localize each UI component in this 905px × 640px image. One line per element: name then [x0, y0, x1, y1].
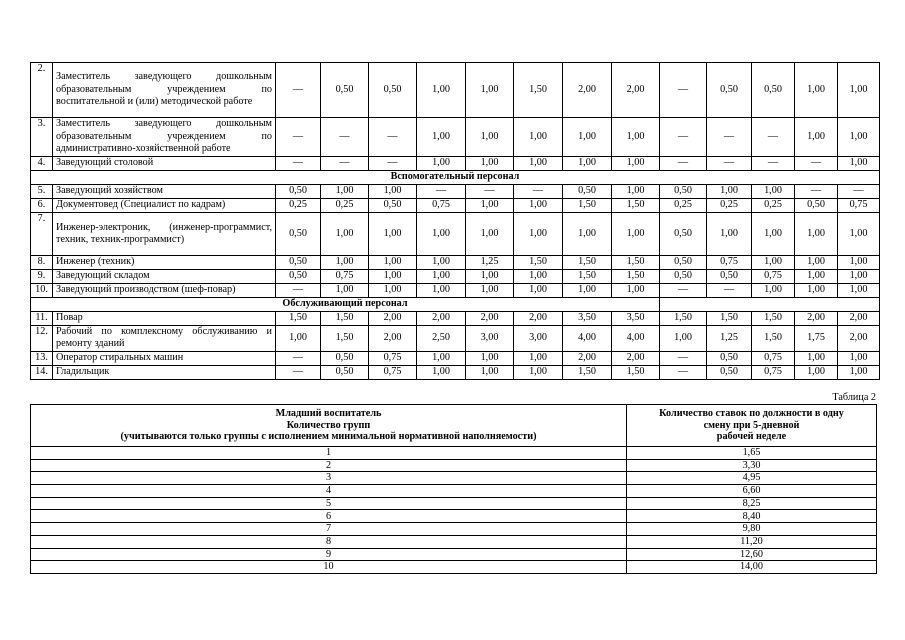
rate-cell: 0,50	[795, 199, 838, 213]
position-name: Заведующий производством (шеф-повар)	[53, 284, 276, 298]
position-name: Заведующий складом	[53, 270, 276, 284]
rate-cell: 0,75	[838, 199, 880, 213]
rate-cell: 0,50	[660, 256, 707, 270]
section-title: Вспомогательный персонал	[31, 171, 880, 185]
rate-cell: 1,00	[795, 256, 838, 270]
rate-cell: 1,25	[707, 326, 752, 352]
rate-cell: 1,00	[417, 270, 466, 284]
table-row	[31, 497, 877, 510]
staff-norms-table	[30, 62, 880, 380]
rate-cell: 1,00	[369, 213, 417, 256]
rate-cell: 1,50	[563, 199, 612, 213]
rate-cell: 0,75	[369, 351, 417, 365]
rate-cell: 1,00	[795, 270, 838, 284]
rate-cell: 1,00	[369, 284, 417, 298]
row-number: 6.	[31, 199, 53, 213]
rate-cell: 1,00	[514, 284, 563, 298]
position-name: Документовед (Специалист по кадрам)	[53, 199, 276, 213]
rate-cell: 1,50	[612, 270, 660, 284]
rate-cell: 1,00	[466, 157, 514, 171]
rate-cell: 1,00	[369, 256, 417, 270]
rate-cell: 1,00	[838, 284, 880, 298]
rate-cell: 1,00	[417, 256, 466, 270]
rate-cell: —	[752, 157, 795, 171]
rate-value: 3,30	[627, 459, 877, 472]
group-count: 6	[31, 510, 627, 523]
position-name: Рабочий по комплексному обслуживанию и ремонту зданий	[53, 326, 276, 352]
rate-cell: —	[660, 365, 707, 379]
rate-cell: 2,50	[417, 326, 466, 352]
table-row	[31, 326, 880, 352]
rate-cell: 1,00	[707, 185, 752, 199]
row-number: 8.	[31, 256, 53, 270]
rate-cell: 1,00	[752, 284, 795, 298]
rate-cell: 1,00	[612, 157, 660, 171]
table-row	[31, 447, 877, 460]
table-row	[31, 535, 877, 548]
rate-value: 8,25	[627, 497, 877, 510]
rate-cell: —	[752, 118, 795, 157]
rate-cell: 1,00	[466, 365, 514, 379]
rate-value: 12,60	[627, 548, 877, 561]
rate-cell: 1,00	[838, 351, 880, 365]
rate-cell: 3,00	[466, 326, 514, 352]
row-number: 12.	[31, 326, 53, 352]
rate-cell: 1,50	[563, 365, 612, 379]
table-row	[31, 459, 877, 472]
rate-cell: 0,25	[707, 199, 752, 213]
rate-cell: 1,00	[321, 256, 369, 270]
rate-cell: 0,50	[321, 63, 369, 118]
rate-cell: 1,00	[514, 118, 563, 157]
table-row	[31, 365, 880, 379]
rate-cell: 1,00	[795, 284, 838, 298]
rate-cell: 2,00	[612, 63, 660, 118]
rate-cell: 1,00	[795, 63, 838, 118]
rate-cell: 0,50	[563, 185, 612, 199]
rate-cell: 1,00	[612, 185, 660, 199]
rate-cell: 1,00	[369, 270, 417, 284]
rate-cell: 2,00	[417, 312, 466, 326]
rate-cell: 2,00	[563, 63, 612, 118]
rate-cell: 1,00	[321, 284, 369, 298]
rate-cell: 1,00	[563, 213, 612, 256]
rate-cell: 0,75	[321, 270, 369, 284]
rate-cell: 1,00	[838, 157, 880, 171]
rate-cell: 1,50	[752, 326, 795, 352]
position-name: Оператор стиральных машин	[53, 351, 276, 365]
group-count: 4	[31, 485, 627, 498]
rate-cell: 1,50	[752, 312, 795, 326]
row-number: 2.	[31, 63, 53, 118]
rate-cell: —	[660, 63, 707, 118]
rate-cell: 2,00	[838, 312, 880, 326]
rate-cell: 1,00	[514, 199, 563, 213]
staff-norms-body	[31, 63, 880, 380]
rate-cell: 0,50	[276, 213, 321, 256]
row-number: 9.	[31, 270, 53, 284]
rate-cell: —	[707, 284, 752, 298]
rate-cell: 1,00	[612, 284, 660, 298]
group-count: 5	[31, 497, 627, 510]
position-name: Повар	[53, 312, 276, 326]
rate-cell: 1,00	[466, 270, 514, 284]
rate-cell: 1,00	[321, 185, 369, 199]
table-row	[31, 270, 880, 284]
rates-column-header	[627, 405, 877, 447]
rate-cell: 3,50	[612, 312, 660, 326]
rate-cell: 0,50	[660, 270, 707, 284]
rate-value: 1,65	[627, 447, 877, 460]
rate-cell: —	[276, 157, 321, 171]
rate-cell: 0,25	[752, 199, 795, 213]
rate-cell: 1,00	[466, 351, 514, 365]
table-row	[31, 312, 880, 326]
rate-cell: 3,50	[563, 312, 612, 326]
rate-cell: 1,00	[514, 351, 563, 365]
junior-educator-table	[30, 404, 877, 574]
table-row	[31, 118, 880, 157]
rate-cell: —	[514, 185, 563, 199]
rate-cell: 1,50	[514, 256, 563, 270]
row-number: 14.	[31, 365, 53, 379]
rate-cell: 1,00	[514, 365, 563, 379]
rate-cell: 0,50	[707, 351, 752, 365]
rate-cell: 1,00	[466, 284, 514, 298]
rate-cell: 1,00	[514, 270, 563, 284]
position-name: Заведующий хозяйством	[53, 185, 276, 199]
rate-cell: 1,00	[795, 118, 838, 157]
table-caption: Таблица 2	[832, 392, 876, 403]
rate-cell: 1,00	[612, 213, 660, 256]
rate-cell: 1,00	[795, 351, 838, 365]
rate-cell: —	[276, 365, 321, 379]
group-count: 1	[31, 447, 627, 460]
rate-cell: —	[321, 157, 369, 171]
rate-cell: 0,50	[707, 270, 752, 284]
rate-cell: 4,00	[612, 326, 660, 352]
row-number: 10.	[31, 284, 53, 298]
position-name: Заместитель заведующего дошкольным образовательным учреждением по воспитательной и (или) методической работе	[53, 63, 276, 118]
header-line: (учитываются только группы с исполнением минимальной нормативной наполняемости)	[120, 431, 537, 443]
rate-cell: 1,00	[752, 256, 795, 270]
rate-cell: —	[707, 118, 752, 157]
group-count: 9	[31, 548, 627, 561]
rate-cell: 1,00	[321, 213, 369, 256]
header-line: смену при 5-дневной	[703, 419, 800, 431]
rate-cell: —	[276, 118, 321, 157]
rate-cell: —	[276, 63, 321, 118]
section-title: Обслуживающий персонал	[31, 298, 660, 312]
rate-cell: 4,00	[563, 326, 612, 352]
rate-cell: 2,00	[795, 312, 838, 326]
rate-cell: 0,50	[707, 365, 752, 379]
rate-cell: 1,00	[466, 118, 514, 157]
rate-cell: 1,00	[838, 118, 880, 157]
row-number: 13.	[31, 351, 53, 365]
rate-cell: 1,00	[838, 365, 880, 379]
empty-cell	[660, 298, 880, 312]
table-row	[31, 485, 877, 498]
rate-cell: 0,50	[276, 270, 321, 284]
section-header-row	[31, 171, 880, 185]
rate-cell: 1,00	[795, 365, 838, 379]
rate-cell: 1,50	[321, 326, 369, 352]
position-name: Инженер (техник)	[53, 256, 276, 270]
rate-cell: —	[660, 118, 707, 157]
rate-cell: 0,50	[707, 63, 752, 118]
rate-cell: —	[276, 284, 321, 298]
table-row	[31, 284, 880, 298]
rate-cell: 0,50	[660, 185, 707, 199]
rate-cell: 0,50	[276, 185, 321, 199]
rate-cell: 1,00	[660, 326, 707, 352]
table-row	[31, 213, 880, 256]
row-number: 7.	[31, 213, 53, 256]
group-count: 3	[31, 472, 627, 485]
header-line: Количество групп	[286, 419, 371, 431]
rate-cell: 1,00	[417, 157, 466, 171]
table-row	[31, 63, 880, 118]
rate-cell: 1,00	[838, 63, 880, 118]
rate-cell: 0,25	[660, 199, 707, 213]
rate-cell: 1,50	[707, 312, 752, 326]
table-row	[31, 256, 880, 270]
rate-cell: —	[707, 157, 752, 171]
rate-cell: 1,00	[466, 63, 514, 118]
rate-value: 6,60	[627, 485, 877, 498]
table-row	[31, 157, 880, 171]
rate-cell: —	[276, 351, 321, 365]
table-row	[31, 351, 880, 365]
group-count: 2	[31, 459, 627, 472]
rate-cell: 1,75	[795, 326, 838, 352]
rate-cell: —	[660, 351, 707, 365]
header-row	[31, 405, 877, 447]
rate-cell: —	[795, 185, 838, 199]
rate-cell: 1,00	[417, 351, 466, 365]
rate-cell: 1,00	[838, 270, 880, 284]
rate-cell: 1,00	[838, 213, 880, 256]
rate-cell: 0,50	[660, 213, 707, 256]
position-name: Заместитель заведующего дошкольным образовательным учреждением по административно-хозяйственной работе	[53, 118, 276, 157]
rate-cell: 1,50	[612, 256, 660, 270]
rate-cell: 0,75	[707, 256, 752, 270]
rate-cell: 0,75	[752, 351, 795, 365]
rate-value: 14,00	[627, 561, 877, 574]
table-row	[31, 199, 880, 213]
rate-cell: 0,50	[321, 365, 369, 379]
rate-cell: 1,00	[417, 365, 466, 379]
rate-value: 11,20	[627, 535, 877, 548]
rate-value: 9,80	[627, 523, 877, 536]
rate-cell: 1,00	[417, 63, 466, 118]
rate-cell: 1,00	[563, 157, 612, 171]
rate-cell: 1,00	[752, 185, 795, 199]
row-number: 3.	[31, 118, 53, 157]
rate-cell: 2,00	[563, 351, 612, 365]
rate-cell: 1,50	[563, 270, 612, 284]
rate-cell: —	[417, 185, 466, 199]
position-name: Заведующий столовой	[53, 157, 276, 171]
rate-cell: 1,00	[563, 118, 612, 157]
rate-cell: 0,75	[369, 365, 417, 379]
rate-cell: 1,25	[466, 256, 514, 270]
rate-cell: 1,50	[563, 256, 612, 270]
rate-cell: 1,00	[417, 118, 466, 157]
group-count: 7	[31, 523, 627, 536]
position-name: Инженер-электроник, (инженер-программист, техник, техник-программист)	[53, 213, 276, 256]
rate-cell: 1,00	[417, 284, 466, 298]
rate-cell: 0,25	[321, 199, 369, 213]
rate-cell: 2,00	[838, 326, 880, 352]
rate-cell: 1,00	[838, 256, 880, 270]
rate-cell: 3,00	[514, 326, 563, 352]
rate-cell: 1,50	[514, 63, 563, 118]
rate-cell: —	[660, 157, 707, 171]
rate-cell: 1,00	[514, 157, 563, 171]
table-row	[31, 548, 877, 561]
rate-cell: 2,00	[369, 312, 417, 326]
rate-cell: 2,00	[612, 351, 660, 365]
rate-cell: —	[466, 185, 514, 199]
row-number: 4.	[31, 157, 53, 171]
table-row	[31, 510, 877, 523]
rate-cell: —	[660, 284, 707, 298]
rate-cell: 1,00	[369, 185, 417, 199]
table-row	[31, 561, 877, 574]
rate-cell: 1,50	[321, 312, 369, 326]
rate-cell: —	[795, 157, 838, 171]
rate-cell: 0,50	[369, 63, 417, 118]
junior-educator-body	[31, 405, 877, 574]
rate-cell: 0,50	[369, 199, 417, 213]
rate-cell: 1,00	[612, 118, 660, 157]
rate-cell: 2,00	[514, 312, 563, 326]
table-row	[31, 523, 877, 536]
rate-cell: 1,00	[563, 284, 612, 298]
table-row	[31, 185, 880, 199]
header-line: Младший воспитатель	[275, 408, 382, 420]
rate-cell: —	[369, 157, 417, 171]
rate-cell: 1,00	[795, 213, 838, 256]
group-count: 10	[31, 561, 627, 574]
row-number: 5.	[31, 185, 53, 199]
rate-value: 8,40	[627, 510, 877, 523]
rate-value: 4,95	[627, 472, 877, 485]
rate-cell: 0,25	[276, 199, 321, 213]
rate-cell: 0,75	[752, 365, 795, 379]
rate-cell: 0,50	[752, 63, 795, 118]
groups-column-header	[31, 405, 627, 447]
position-name: Гладильщик	[53, 365, 276, 379]
header-line: рабочей неделе	[716, 431, 787, 443]
rate-cell: 2,00	[369, 326, 417, 352]
rate-cell: 1,50	[660, 312, 707, 326]
rate-cell: 1,50	[276, 312, 321, 326]
rate-cell: 1,00	[466, 213, 514, 256]
rate-cell: 1,50	[612, 199, 660, 213]
rate-cell: —	[838, 185, 880, 199]
rate-cell: —	[321, 118, 369, 157]
rate-cell: 1,00	[752, 213, 795, 256]
row-number: 11.	[31, 312, 53, 326]
rate-cell: 0,50	[321, 351, 369, 365]
rate-cell: 1,00	[417, 213, 466, 256]
rate-cell: 0,75	[417, 199, 466, 213]
rate-cell: 2,00	[466, 312, 514, 326]
section-header-row	[31, 298, 880, 312]
rate-cell: 0,75	[752, 270, 795, 284]
rate-cell: 1,50	[612, 365, 660, 379]
rate-cell: 1,00	[707, 213, 752, 256]
rate-cell: 0,50	[276, 256, 321, 270]
header-line: Количество ставок по должности в одну	[659, 408, 844, 420]
rate-cell: —	[369, 118, 417, 157]
group-count: 8	[31, 535, 627, 548]
rate-cell: 1,00	[514, 213, 563, 256]
table-row	[31, 472, 877, 485]
rate-cell: 1,00	[276, 326, 321, 352]
rate-cell: 1,00	[466, 199, 514, 213]
